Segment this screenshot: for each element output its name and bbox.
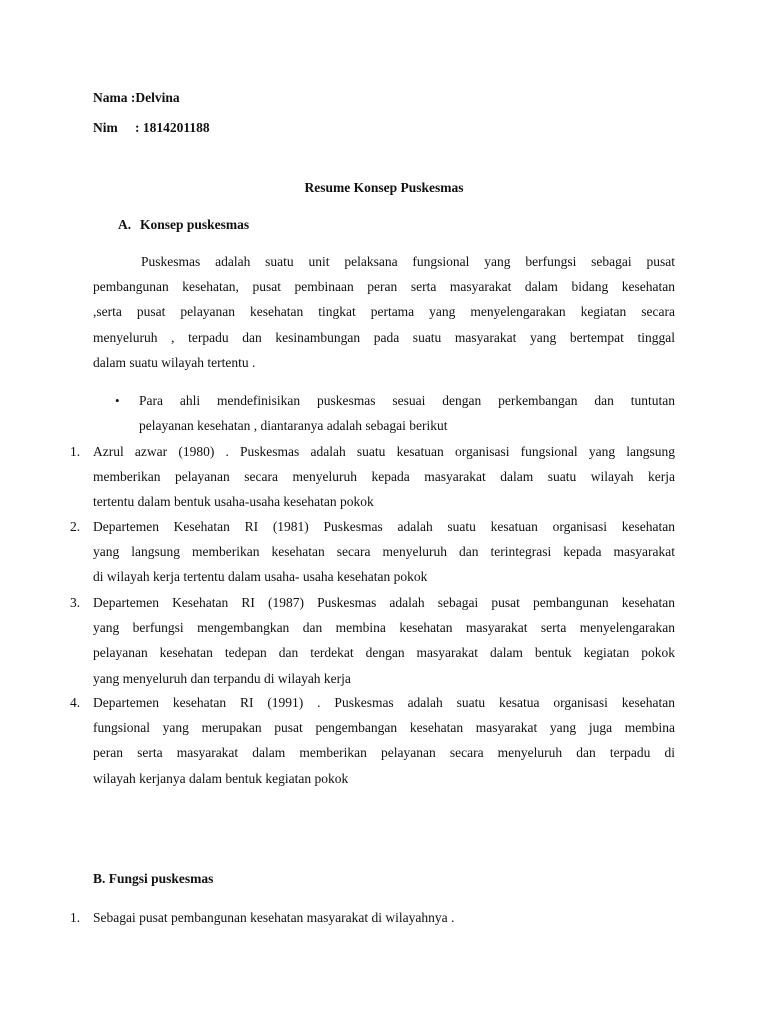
nim-separator: : bbox=[135, 120, 143, 135]
definition-line: fungsional yang merupakan pusat pengembangan kesehatan masyarakat yang juga membina bbox=[93, 720, 675, 736]
list-number: 2. bbox=[70, 519, 81, 534]
definition-line: pelayanan kesehatan tedepan dan terdekat dengan masyarakat dalam bentuk kegiatan pokok bbox=[93, 645, 675, 661]
list-number: 3. bbox=[70, 595, 81, 610]
section-b-heading: B. Fungsi puskesmas bbox=[93, 871, 214, 886]
definition-line: di wilayah kerja tertentu dalam usaha- usaha kesehatan pokok bbox=[93, 569, 428, 585]
definition-line: Departemen kesehatan RI (1991) . Puskesmas adalah suatu kesatua organisasi kesehatan bbox=[93, 695, 675, 710]
list-number: 1. bbox=[70, 444, 81, 459]
paragraph-line: ,serta pusat pelayanan kesehatan tingkat pertama yang menyelengarakan kegiatan secara bbox=[93, 304, 675, 320]
definition-item-3 bbox=[93, 590, 675, 691]
section-a-heading bbox=[118, 216, 249, 234]
definition-item-1 bbox=[93, 439, 675, 515]
document-title: Resume Konsep Puskesmas bbox=[304, 180, 464, 195]
paragraph-line: dalam suatu wilayah tertentu . bbox=[93, 354, 256, 370]
nim-label: Nim bbox=[93, 120, 118, 135]
nim-row bbox=[93, 119, 210, 137]
paragraph-line: pembangunan kesehatan, pusat pembinaan peran serta masyarakat dalam bidang kesehatan bbox=[93, 279, 675, 295]
definition-line: Departemen Kesehatan RI (1981) Puskesmas adalah suatu kesatuan organisasi kesehatan bbox=[93, 519, 675, 534]
bullet-item bbox=[139, 388, 675, 438]
bullet-line: Para ahli mendefinisikan puskesmas sesuai dengan perkembangan dan tuntutan bbox=[139, 393, 675, 408]
list-number: 1. bbox=[70, 910, 81, 925]
section-a-title: Konsep puskesmas bbox=[140, 217, 250, 232]
bullet-line: pelayanan kesehatan , diantaranya adalah sebagai berikut bbox=[139, 418, 448, 434]
name-value: Delvina bbox=[135, 90, 180, 105]
name-label: Nama : bbox=[93, 90, 136, 105]
definition-line: yang menyeluruh dan terpandu di wilayah kerja bbox=[93, 670, 351, 686]
section-a-letter: A. bbox=[118, 217, 132, 232]
name-row bbox=[93, 89, 180, 107]
paragraph-line: Puskesmas adalah suatu unit pelaksana fungsional yang berfungsi sebagai pusat bbox=[141, 254, 675, 269]
definition-line: yang berfungsi mengembangkan dan membina kesehatan masyarakat serta menyelengarakan bbox=[93, 620, 675, 636]
nim-value: 1814201188 bbox=[142, 120, 210, 135]
definition-line: tertentu dalam bentuk usaha-usaha kesehatan pokok bbox=[93, 494, 374, 510]
definition-line: memberikan pelayanan secara menyeluruh kepada masyarakat dalam suatu wilayah kerja bbox=[93, 469, 675, 485]
section-a-paragraph bbox=[93, 249, 675, 375]
definition-item-2 bbox=[93, 514, 675, 590]
definition-item-4 bbox=[93, 690, 675, 791]
paragraph-line: menyeluruh , terpadu dan kesinambungan pada suatu masyarakat yang bertempat tinggal bbox=[93, 329, 675, 345]
definition-line: yang langsung memberikan kesehatan secara menyeluruh dan terintegrasi kepada masyarakat bbox=[93, 544, 675, 560]
definition-line: peran serta masyarakat dalam memberikan pelayanan secara menyeluruh dan terpadu di bbox=[93, 745, 675, 761]
bullet-icon: • bbox=[115, 393, 120, 408]
definition-line: wilayah kerjanya dalam bentuk kegiatan pokok bbox=[93, 770, 349, 786]
function-item-1: Sebagai pusat pembangunan kesehatan masyarakat di wilayahnya . bbox=[93, 910, 455, 925]
list-number: 4. bbox=[70, 695, 81, 710]
definition-line: Azrul azwar (1980) . Puskesmas adalah suatu kesatuan organisasi fungsional yang langsung bbox=[93, 444, 675, 459]
definition-line: Departemen Kesehatan RI (1987) Puskesmas adalah sebagai pusat pembangunan kesehatan bbox=[93, 595, 675, 610]
